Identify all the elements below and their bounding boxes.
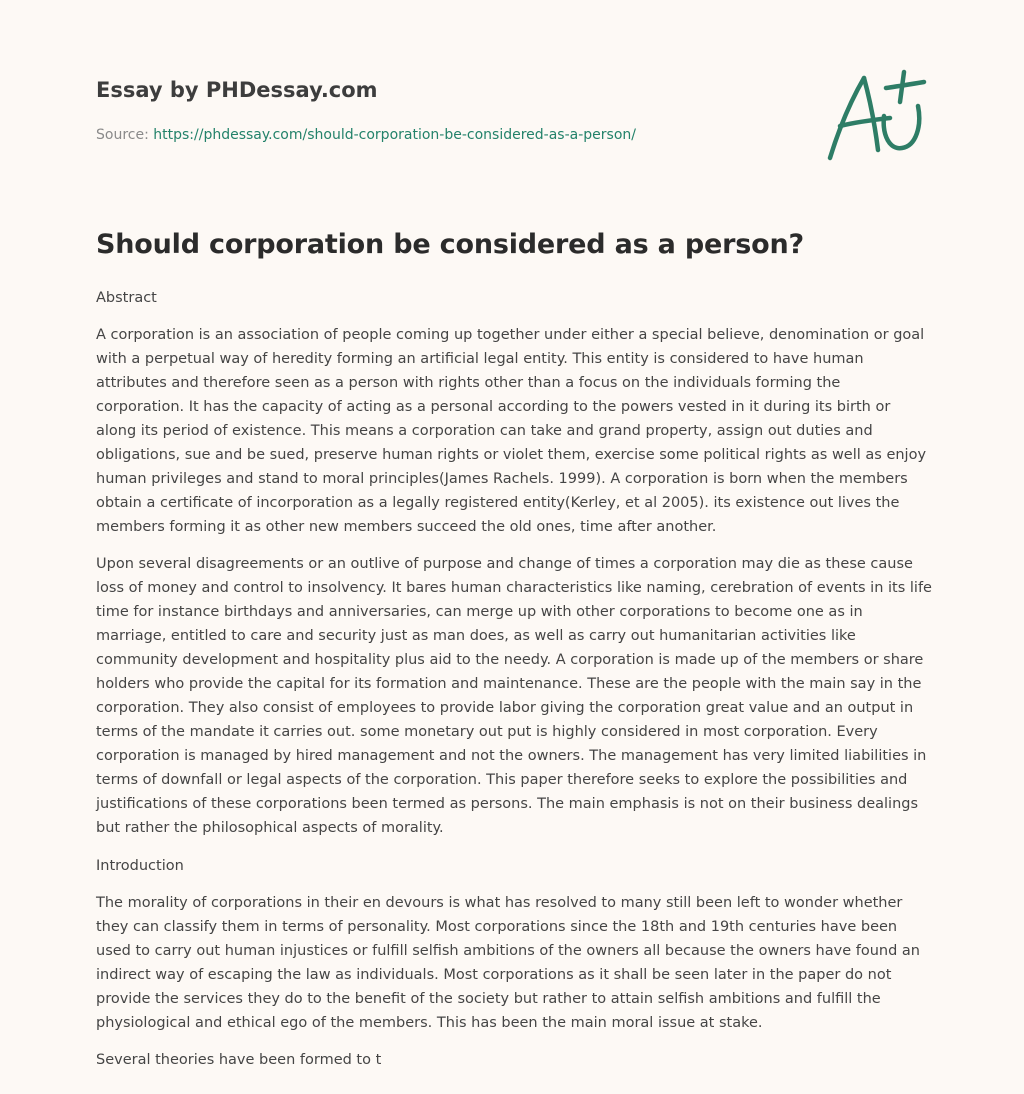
abstract-paragraph-2: Upon several disagreements or an outlive of purpose and change of times a corporation may die as these cause loss of money and control to insolvency. It bares human characteristics like naming, cerebration of events in its life time for instance birthdays and anniversaries, can merge up with other corporations to become one as in marriage, entitled to care and security just as man does, as well as carry out humanitarian activities like community development and hospitality plus aid to the needy. A corporation is made up of the members or share holders who provide the capital for its formation and maintenance. These are the people with the main say in the corporation. They also consist of employees to provide labor giving the corporation great value and an output in terms of the mandate it carries out. some monetary out put is highly considered in most corporation. Every corporation is managed by hired management and not the owners. The management has very limited liabilities in terms of downfall or legal aspects of the corporation. This paper therefore seeks to explore the possibilities and justifications of these corporations been termed as persons. The main emphasis is not on their business dealings but rather the philosophical aspects of morality. (96, 556, 932, 836)
a-plus-grade-icon (820, 66, 930, 166)
abstract-paragraph-1: A corporation is an association of people coming up together under either a special believe, denomination or goal with a perpetual way of heredity forming an artificial legal entity. This entity is considered to have human attributes and therefore seen as a person with rights other than a focus on the individuals forming the corporation. It has the capacity of acting as a personal according to the powers vested in it during its birth or along its period of existence. This means a corporation can take and grand property, assign out duties and obligations, sue and be sued, preserve human rights or violet them, exercise some political rights as well as enjoy human privileges and stand to moral principles(James Rachels. 1999). A corporation is born when the members obtain a certificate of incorporation as a legally registered entity(Kerley, et al 2005). its existence out lives the members forming it as other new members succeed the old ones, time after another. (96, 327, 927, 535)
source-line (96, 125, 796, 145)
introduction-paragraph-1: The morality of corporations in their en devours is what has resolved to many still been left to wonder whether they can classify them in terms of personality. Most corporations since the 18th and 19th centuries have been used to carry out human injustices or fulfill selfish ambitions of the owners all because the owners have found an indirect way of escaping the law as individuals. Most corporations as it shall be seen later in the paper do not provide the services they do to the benefit of the society but rather to attain selfish ambitions and fulfill the physiological and ethical ego of the members. This has been the main moral issue at stake. (96, 895, 920, 1031)
introduction-paragraph-2: Several theories have been formed to t (96, 1052, 382, 1068)
essay-header (96, 76, 796, 145)
introduction-heading: Introduction (96, 858, 184, 874)
source-label: Source: (96, 127, 149, 143)
essay-content (96, 226, 932, 1072)
site-brand: Essay by PHDessay.com (96, 78, 378, 102)
abstract-heading: Abstract (96, 290, 157, 306)
source-link[interactable]: https://phdessay.com/should-corporation-be-considered-as-a-person/ (153, 127, 636, 143)
essay-title: Should corporation be considered as a person? (96, 229, 804, 260)
